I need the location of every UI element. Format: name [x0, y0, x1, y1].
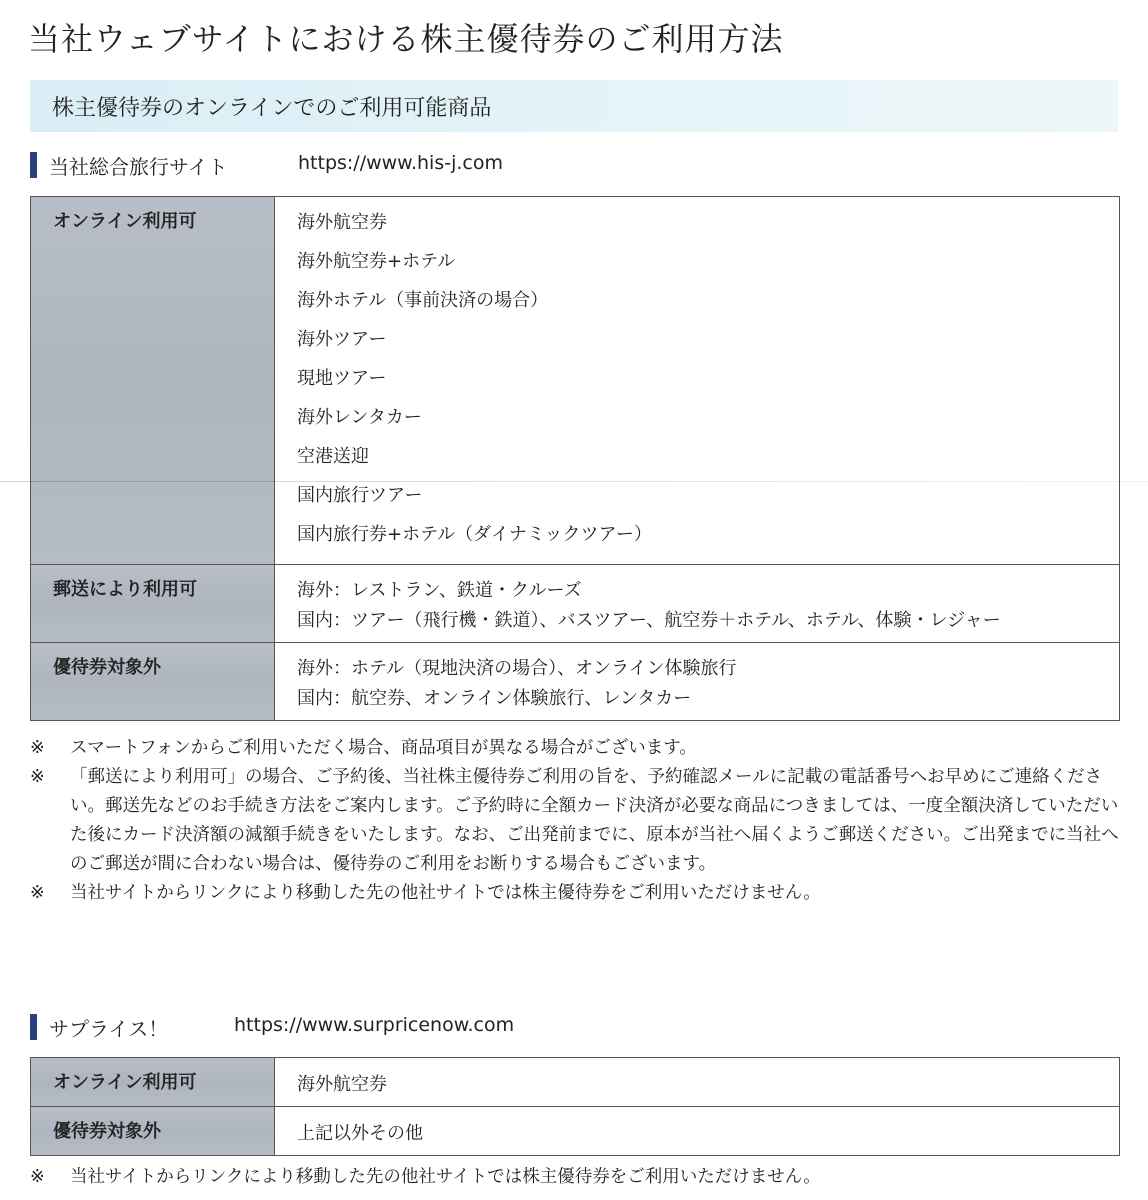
- table-row: [31, 1058, 1120, 1107]
- note-text: 「郵送により利用可」の場合、ご予約後、当社株主優待券ご利用の旨を、予約確認メールに記載の電話番号へお早めにご連絡ください。郵送先などのお手続き方法をご案内します。ご予約時に全額カード決済が必要な商品につきましては、一度全額決済していただいた後にカード決済額の減額手続きをいたします。なお、ご出発前までに、原本が当社へ届くようご郵送ください。ご出発までに当社へのご郵送が間に合わない場合は、優待券のご利用をお断りする場合もございます。: [70, 767, 1119, 874]
- row-label-cell: [31, 1107, 275, 1156]
- row-label: 郵送により利用可: [53, 579, 197, 600]
- note-item: [30, 1163, 1124, 1192]
- list-item: 国内旅行券+ホテル（ダイナミックツアー）: [297, 524, 652, 545]
- list-item: 海外ホテル（事前決済の場合）: [297, 290, 549, 311]
- section-name: 当社総合旅行サイト: [49, 154, 228, 179]
- section-marker: [30, 1014, 37, 1040]
- note-mark: ※: [30, 1167, 45, 1187]
- note-text: 当社サイトからリンクにより移動した先の他社サイトでは株主優待券をご利用いただけません。: [70, 883, 821, 903]
- list-item: 国内：航空券、オンライン体験旅行、レンタカー: [297, 688, 692, 709]
- note-text: スマートフォンからご利用いただく場合、商品項目が異なる場合がございます。: [70, 738, 697, 758]
- products-table-surprice: [30, 1057, 1120, 1156]
- list-item: 海外航空券: [297, 1074, 387, 1095]
- list-item: 現地ツアー: [297, 368, 387, 389]
- table-row: [31, 197, 1120, 565]
- site-url-link[interactable]: https://www.surpricenow.com: [234, 1014, 515, 1036]
- row-label-cell: [31, 1058, 275, 1107]
- list-item: 海外レンタカー: [297, 407, 422, 428]
- row-label: 優待券対象外: [53, 1121, 161, 1142]
- list-item: 海外ツアー: [297, 329, 387, 350]
- banner-text: 株主優待券のオンラインでのご利用可能商品: [52, 96, 492, 121]
- subtitle-banner: [30, 80, 1118, 132]
- page-title: 当社ウェブサイトにおける株主優待券のご利用方法: [28, 20, 784, 58]
- list-item: 海外：ホテル（現地決済の場合）、オンライン体験旅行: [297, 658, 737, 679]
- note-item: [30, 879, 1124, 908]
- note-item: [30, 763, 1124, 879]
- section-marker: [30, 152, 37, 178]
- table-row: [31, 1107, 1120, 1156]
- list-item: 国内：ツアー（飛行機・鉄道）、バスツアー、航空券＋ホテル、ホテル、体験・レジャー: [297, 610, 1001, 631]
- list-item: 国内旅行ツアー: [297, 485, 423, 506]
- note-mark: ※: [30, 738, 45, 758]
- row-label: オンライン利用可: [53, 211, 197, 232]
- notes-surprice: [30, 1163, 1124, 1192]
- notes-his: [30, 734, 1124, 908]
- row-items-cell: [275, 643, 1120, 721]
- section-name: サプライス！: [49, 1016, 169, 1041]
- row-label-cell: [31, 643, 275, 721]
- row-items-cell: [275, 565, 1120, 643]
- row-label-cell: [31, 197, 275, 565]
- note-mark: ※: [30, 883, 45, 903]
- note-item: [30, 734, 1124, 763]
- list-item: 海外：レストラン、鉄道・クルーズ: [297, 580, 582, 601]
- table-row: [31, 565, 1120, 643]
- row-items-cell: [275, 197, 1120, 565]
- list-item: 海外航空券+ホテル: [297, 251, 456, 272]
- table-row: [31, 643, 1120, 721]
- paper-fold-line: [0, 481, 1148, 482]
- site-url-link[interactable]: https://www.his-j.com: [298, 152, 503, 174]
- list-item: 上記以外その他: [297, 1123, 423, 1144]
- note-mark: ※: [30, 767, 45, 787]
- section-header-surprice: [30, 1012, 168, 1042]
- row-label: 優待券対象外: [53, 657, 161, 678]
- note-text: 当社サイトからリンクにより移動した先の他社サイトでは株主優待券をご利用いただけません。: [70, 1167, 821, 1187]
- row-label-cell: [31, 565, 275, 643]
- section-header-his: [30, 150, 228, 180]
- list-item: 空港送迎: [297, 446, 369, 467]
- row-items-cell: [275, 1107, 1120, 1156]
- products-table-his: [30, 196, 1120, 721]
- row-label: オンライン利用可: [53, 1072, 197, 1093]
- list-item: 海外航空券: [297, 212, 387, 233]
- row-items-cell: [275, 1058, 1120, 1107]
